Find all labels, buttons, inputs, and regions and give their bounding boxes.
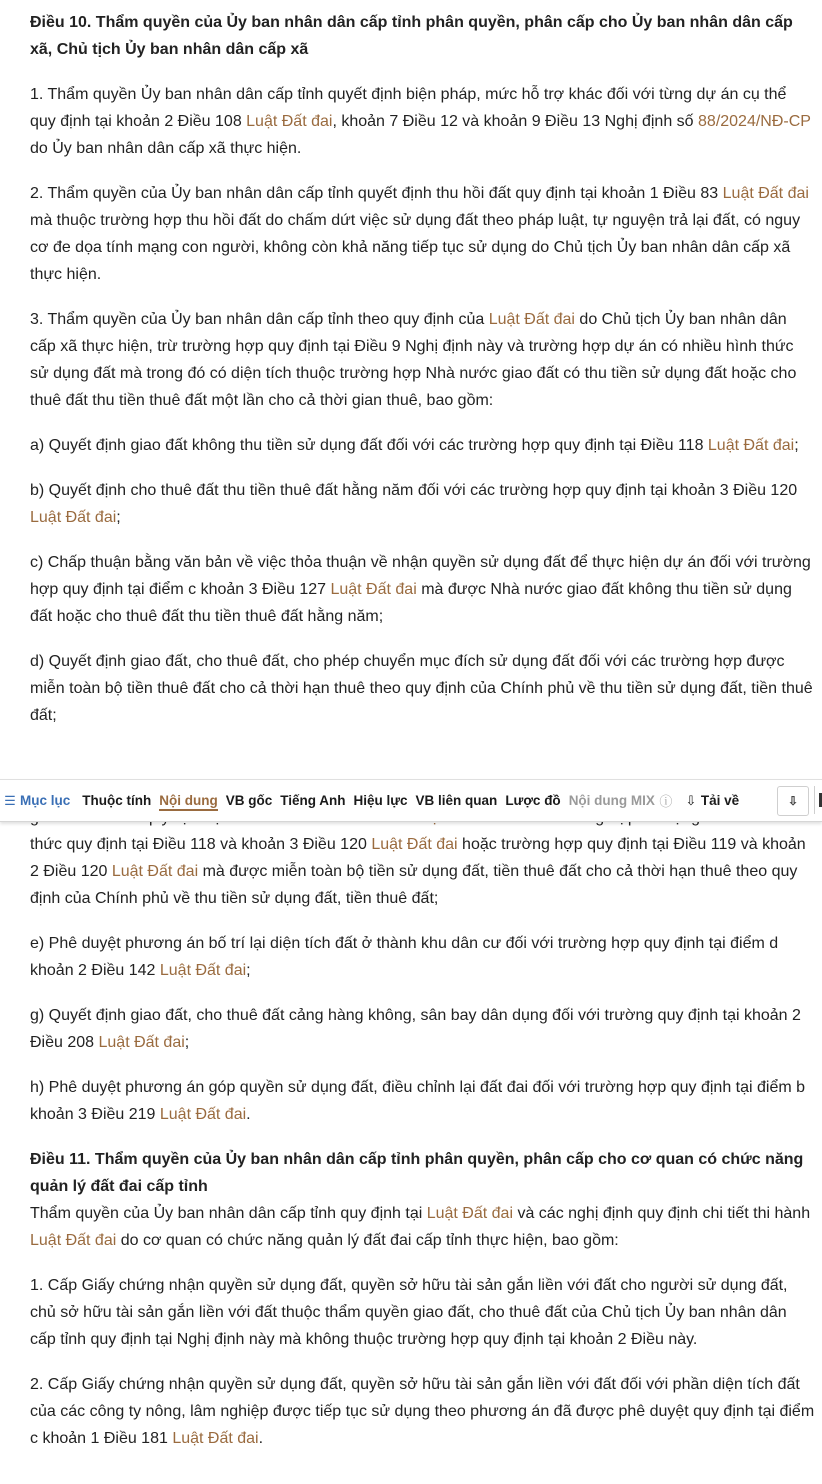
article-10-section — [30, 9, 815, 729]
text: b) Quyết định cho thuê đất thu tiền thuê đất hằng năm đối với các trường hợp quy định tại khoản 3 Điều 120 — [30, 482, 798, 499]
law-link[interactable]: Luật Đất đai — [246, 113, 333, 130]
law-link[interactable]: Luật Đất đai — [488, 311, 575, 328]
info-icon: ⓘ — [659, 794, 673, 809]
download-label: Tải về — [700, 793, 740, 808]
law-link[interactable]: Luật Đất đai — [30, 509, 117, 526]
article-11-clause-2 — [30, 1371, 815, 1452]
law-link[interactable]: Luật Đất đai — [98, 1034, 185, 1051]
law-link[interactable]: Luật Đất đai — [159, 1106, 247, 1123]
text: Thẩm quyền của Ủy ban nhân dân cấp tỉnh quy định tại — [30, 1205, 427, 1222]
text: 3. Thẩm quyền của Ủy ban nhân dân cấp tỉnh theo quy định của — [30, 311, 489, 328]
tab-noi-dung-mix[interactable] — [565, 780, 680, 821]
law-link[interactable]: Luật Đất đai — [111, 863, 199, 880]
law-link[interactable]: Luật Đất đai — [722, 185, 809, 202]
article-10-clause-1 — [30, 81, 815, 162]
continued-section — [30, 780, 815, 1452]
tab-noi-dung[interactable]: Nội dung — [155, 780, 221, 821]
download-icon-button[interactable] — [777, 786, 809, 816]
article-10-clause-3 — [30, 306, 815, 414]
toc-icon: ☰ — [4, 792, 16, 808]
point-e — [30, 930, 815, 984]
tab-tieng-anh[interactable]: Tiếng Anh — [280, 793, 346, 808]
text: ; — [184, 1034, 190, 1051]
text: thức quy định tại Điều 118 và khoản 3 Điều 120 — [30, 836, 367, 853]
point-g — [30, 1002, 815, 1056]
text: g) Quyết định giao đất, cho thuê đất cảng hàng không, sân bay dân dụng đối với trường quy định tại khoản 2 Điều 208 — [30, 1007, 801, 1051]
text: c) Chấp thuận bằng văn bản về việc thỏa thuận về nhận quyền sử dụng đất để thực hiện dự án đối với trường hợp quy định tại điểm c khoản 3 Điều 127 — [30, 554, 811, 598]
text: 2. Cấp Giấy chứng nhận quyền sử dụng đất, quyền sở hữu tài sản gắn liền với đất đối với phần diện tích đất của các công ty nông, lâm nghiệp được tiếp tục sử dụng theo phương án đã được phê duyệt quy định tại điểm c khoản 1 Điều 181 — [30, 1376, 815, 1447]
text: e) Phê duyệt phương án bố trí lại diện tích đất ở thành khu dân cư đối với trường hợp quy định tại điểm d khoản 2 Điều 142 — [30, 935, 779, 979]
law-link[interactable]: Luật Đất đai — [330, 581, 417, 598]
article-10-title: Điều 10. Thẩm quyền của Ủy ban nhân dân cấp tỉnh phân quyền, phân cấp cho Ủy ban nhân dân cấp xã, Chủ tịch Ủy ban nhân dân cấp xã — [30, 14, 793, 58]
law-link[interactable]: Luật Đất đai — [172, 1430, 259, 1447]
text: mà thuộc trường hợp thu hồi đất do chấm dứt việc sử dụng đất theo pháp luật, tự nguyện trả lại đất, có nguy cơ đe dọa tính mạng con người, không còn khả năng tiếp tục sử dụng do Chủ tịch Ủy ban nhân dân cấp xã thực hiện. — [30, 212, 801, 283]
law-link[interactable]: Luật Đất đai — [30, 1232, 117, 1249]
text: . — [246, 1106, 251, 1123]
text: do Ủy ban nhân dân cấp xã thực hiện. — [30, 140, 302, 157]
toc-button[interactable] — [0, 780, 78, 821]
article-11-intro — [30, 1200, 815, 1254]
toc-label: Mục lục — [20, 793, 71, 808]
text: . — [258, 1430, 264, 1447]
text: mà được Nhà nước giao đất không thu tiền sử dụng đất hoặc cho thuê đất thu tiền thuê đất hằng năm; — [30, 581, 792, 625]
text: do Chủ tịch Ủy ban nhân dân cấp xã thực hiện, trừ trường hợp quy định tại Điều 9 Nghị định này và trường hợp dự án có nhiều hình thức sử dụng đất mà trong đó có diện tích thuộc trường hợp Nhà nước giao đất có thu tiền sử dụng đất hoặc cho thuê đất thu tiền thuê đất một lần cho cả thời gian thuê, bao gồm: — [30, 311, 797, 409]
more-button[interactable] — [814, 786, 822, 814]
point-b — [30, 477, 815, 531]
tab-luoc-do[interactable]: Lược đồ — [505, 793, 561, 808]
text: ; — [246, 962, 251, 979]
text: do cơ quan có chức năng quản lý đất đai cấp tỉnh thực hiện, bao gồm: — [116, 1232, 619, 1249]
point-h — [30, 1074, 815, 1128]
text: h) Phê duyệt phương án góp quyền sử dụng đất, điều chỉnh lại đất đai đối với trường hợp quy định tại điểm b khoản 3 Điều 219 — [30, 1079, 806, 1123]
text: a) Quyết định giao đất không thu tiền sử dụng đất đối với các trường hợp quy định tại Điều 118 — [30, 437, 708, 454]
law-link[interactable]: Luật Đất đai — [707, 437, 795, 454]
text: 1. Thẩm quyền Ủy ban nhân dân cấp tỉnh quyết định biện pháp, mức hỗ trợ khác đối với từng dự án cụ thể quy định tại khoản 2 Điều 108 — [30, 86, 787, 130]
tab-hieu-luc[interactable]: Hiệu lực — [353, 793, 408, 808]
tab-vb-lien-quan[interactable]: VB liên quan — [415, 793, 498, 808]
text: ; — [794, 437, 799, 454]
tab-noi-dung-mix-label: Nội dung MIX — [568, 793, 655, 808]
download-icon: ⇩ — [685, 792, 697, 808]
decree-link[interactable]: 88/2024/NĐ-CP — [698, 113, 811, 130]
text: 2. Thẩm quyền của Ủy ban nhân dân cấp tỉnh quyết định thu hồi đất quy định tại khoản 1 Điều 83 — [30, 185, 723, 202]
law-link[interactable]: Luật Đất đai — [426, 1205, 513, 1222]
document-toolbar — [0, 779, 822, 822]
text: , khoản 7 Điều 12 và khoản 9 Điều 13 Nghị định số — [332, 113, 699, 130]
law-link[interactable]: Luật Đất đai — [371, 836, 458, 853]
article-10-clause-2 — [30, 180, 815, 288]
law-link[interactable]: Luật Đất đai — [159, 962, 247, 979]
article-11-title: Điều 11. Thẩm quyền của Ủy ban nhân dân cấp tỉnh phân quyền, phân cấp cho cơ quan có chức năng quản lý đất đai cấp tỉnh — [30, 1151, 804, 1195]
tab-vb-goc[interactable]: VB gốc — [225, 793, 273, 808]
tab-thuoc-tinh[interactable]: Thuộc tính — [82, 793, 152, 808]
text: ; — [116, 509, 121, 526]
article-11-clause-1: 1. Cấp Giấy chứng nhận quyền sử dụng đất, quyền sở hữu tài sản gắn liền với đất cho người sử dụng đất, chủ sở hữu tài sản gắn liền với đất thuộc thẩm quyền giao đất, cho thuê đất của Chủ tịch Ủy ban nhân dân cấp tỉnh quy định tại Nghị định này mà không thuộc trường hợp quy định tại khoản 2 Điều này. — [30, 1277, 788, 1348]
text: hoặc trường hợp quy định tại Điều 119 và khoản 2 Điều 120 — [30, 836, 806, 880]
point-c — [30, 549, 815, 630]
text: mà được miễn toàn bộ tiền sử dụng đất, tiền thuê đất cho cả thời hạn thuê theo quy định của Chính phủ về thu tiền sử dụng đất, tiền thuê đất; — [30, 863, 798, 907]
point-a — [30, 432, 815, 459]
point-d: d) Quyết định giao đất, cho thuê đất, cho phép chuyển mục đích sử dụng đất đối với các trường hợp được miễn toàn bộ tiền thuê đất cho cả thời hạn thuê theo quy định của Chính phủ về thu tiền sử dụng đất, tiền thuê đất; — [30, 653, 813, 724]
download-button[interactable] — [680, 780, 743, 821]
text: và các nghị định quy định chi tiết thi hành — [513, 1205, 811, 1222]
download-icon: ⇩ — [787, 794, 799, 808]
